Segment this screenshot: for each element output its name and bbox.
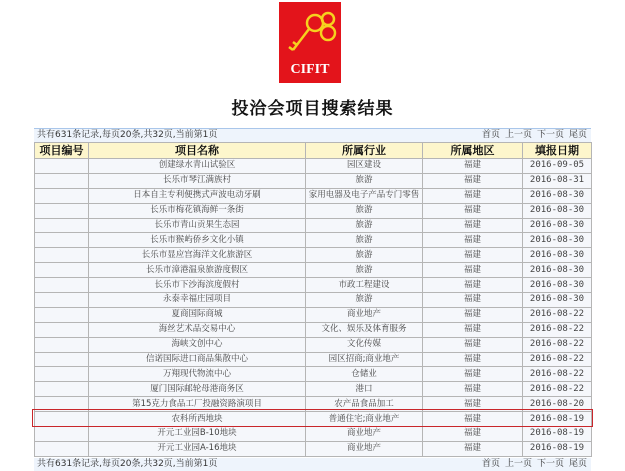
region-cell: 福建 xyxy=(423,397,523,412)
region-cell: 福建 xyxy=(423,173,523,188)
project-id-cell xyxy=(35,278,89,293)
project-id-cell xyxy=(35,352,89,367)
industry-cell: 家用电器及电子产品专门零售 xyxy=(306,188,423,203)
table-row[interactable] xyxy=(35,352,592,367)
industry-cell: 旅游 xyxy=(306,173,423,188)
project-name-cell[interactable]: 长乐市猴屿侨乡文化小镇 xyxy=(89,233,306,248)
industry-cell: 旅游 xyxy=(306,203,423,218)
project-name-cell[interactable]: 长乐市青山贡果生态园 xyxy=(89,218,306,233)
prev-page-link[interactable]: 上一页 xyxy=(504,130,532,140)
region-cell: 福建 xyxy=(423,218,523,233)
project-name-cell[interactable]: 长乐市琴江满族村 xyxy=(89,173,306,188)
header-row xyxy=(35,143,592,159)
table-row[interactable] xyxy=(35,173,592,188)
table-row[interactable] xyxy=(35,188,592,203)
date-cell: 2016-08-30 xyxy=(523,203,592,218)
region-cell: 福建 xyxy=(423,307,523,322)
industry-cell: 商业地产 xyxy=(306,441,423,456)
page-title: 投洽会项目搜索结果 xyxy=(231,99,394,119)
project-name-cell[interactable]: 开元工业园B-10地块 xyxy=(89,427,306,442)
column-header-industry: 所属行业 xyxy=(306,143,423,159)
project-id-cell xyxy=(35,427,89,442)
industry-cell: 仓储业 xyxy=(306,367,423,382)
industry-cell: 市政工程建设 xyxy=(306,278,423,293)
region-cell: 福建 xyxy=(423,427,523,442)
region-cell: 福建 xyxy=(423,412,523,427)
column-header-date: 填报日期 xyxy=(523,143,592,159)
date-cell: 2016-08-22 xyxy=(523,352,592,367)
date-cell: 2016-08-30 xyxy=(523,233,592,248)
date-cell: 2016-08-19 xyxy=(523,412,592,427)
next-page-link[interactable]: 下一页 xyxy=(536,459,564,469)
table-row[interactable] xyxy=(35,263,592,278)
results-table xyxy=(34,142,592,457)
table-row[interactable] xyxy=(35,367,592,382)
pagination-bar-bottom xyxy=(34,458,591,471)
region-cell: 福建 xyxy=(423,263,523,278)
industry-cell: 港口 xyxy=(306,382,423,397)
industry-cell: 园区建设 xyxy=(306,159,423,174)
column-header-region: 所属地区 xyxy=(423,143,523,159)
date-cell: 2016-08-30 xyxy=(523,263,592,278)
project-id-cell xyxy=(35,233,89,248)
table-row[interactable] xyxy=(35,218,592,233)
table-row[interactable] xyxy=(35,248,592,263)
industry-cell: 文化、娱乐及体育服务 xyxy=(306,322,423,337)
date-cell: 2016-09-05 xyxy=(523,159,592,174)
project-id-cell xyxy=(35,307,89,322)
next-page-link[interactable]: 下一页 xyxy=(536,130,564,140)
table-row[interactable] xyxy=(35,382,592,397)
date-cell: 2016-08-19 xyxy=(523,441,592,456)
last-page-link[interactable]: 尾页 xyxy=(568,130,587,140)
project-name-cell[interactable]: 创建绿水青山试验区 xyxy=(89,159,306,174)
project-id-cell xyxy=(35,412,89,427)
region-cell: 福建 xyxy=(423,233,523,248)
project-id-cell xyxy=(35,322,89,337)
region-cell: 福建 xyxy=(423,352,523,367)
region-cell: 福建 xyxy=(423,441,523,456)
first-page-link[interactable]: 首页 xyxy=(481,130,500,140)
date-cell: 2016-08-30 xyxy=(523,188,592,203)
table-row[interactable] xyxy=(35,307,592,322)
project-id-cell xyxy=(35,218,89,233)
project-name-cell[interactable]: 开元工业园A-16地块 xyxy=(89,441,306,456)
project-name-cell[interactable]: 海峡文创中心 xyxy=(89,337,306,352)
column-header-project-name: 项目名称 xyxy=(89,143,306,159)
industry-cell: 旅游 xyxy=(306,218,423,233)
table-row[interactable] xyxy=(35,397,592,412)
region-cell: 福建 xyxy=(423,188,523,203)
industry-cell: 园区招商;商业地产 xyxy=(306,352,423,367)
first-page-link[interactable]: 首页 xyxy=(481,459,500,469)
column-header-project-id: 项目编号 xyxy=(35,143,89,159)
region-cell: 福建 xyxy=(423,322,523,337)
project-id-cell xyxy=(35,203,89,218)
region-cell: 福建 xyxy=(423,248,523,263)
project-name-cell[interactable]: 厦门国际邮轮母港商务区 xyxy=(89,382,306,397)
project-id-cell xyxy=(35,293,89,308)
project-name-cell[interactable]: 夏商国际商城 xyxy=(89,307,306,322)
date-cell: 2016-08-19 xyxy=(523,427,592,442)
industry-cell: 旅游 xyxy=(306,293,423,308)
project-name-cell[interactable]: 长乐市漳港温泉旅游度假区 xyxy=(89,263,306,278)
project-name-cell[interactable]: 长乐市下沙海滨度假村 xyxy=(89,278,306,293)
key-98-icon xyxy=(279,2,341,64)
project-id-cell xyxy=(35,382,89,397)
project-id-cell xyxy=(35,188,89,203)
project-id-cell xyxy=(35,337,89,352)
region-cell: 福建 xyxy=(423,293,523,308)
date-cell: 2016-08-30 xyxy=(523,248,592,263)
pagination-bar-top xyxy=(34,128,591,142)
project-name-cell[interactable]: 长乐市显应宫海洋文化旅游区 xyxy=(89,248,306,263)
prev-page-link[interactable]: 上一页 xyxy=(504,459,532,469)
project-name-cell[interactable]: 第15克力食品工厂投融资路演项目 xyxy=(89,397,306,412)
project-name-cell[interactable]: 信诺国际进口商品集散中心 xyxy=(89,352,306,367)
date-cell: 2016-08-22 xyxy=(523,367,592,382)
region-cell: 福建 xyxy=(423,367,523,382)
table-row[interactable] xyxy=(35,203,592,218)
project-name-cell[interactable]: 日本自主专利便携式声波电动牙刷 xyxy=(89,188,306,203)
project-id-cell xyxy=(35,367,89,382)
date-cell: 2016-08-30 xyxy=(523,278,592,293)
date-cell: 2016-08-22 xyxy=(523,307,592,322)
date-cell: 2016-08-22 xyxy=(523,322,592,337)
project-name-cell[interactable]: 长乐市梅花镇海鲜一条街 xyxy=(89,203,306,218)
industry-cell: 商业地产 xyxy=(306,427,423,442)
table-row[interactable] xyxy=(35,322,592,337)
region-cell: 福建 xyxy=(423,382,523,397)
table-row[interactable] xyxy=(35,337,592,352)
industry-cell: 旅游 xyxy=(306,233,423,248)
date-cell: 2016-08-31 xyxy=(523,173,592,188)
region-cell: 福建 xyxy=(423,278,523,293)
project-id-cell xyxy=(35,248,89,263)
date-cell: 2016-08-22 xyxy=(523,382,592,397)
project-name-cell[interactable]: 海丝艺术品交易中心 xyxy=(89,322,306,337)
project-name-cell[interactable]: 万翔现代物流中心 xyxy=(89,367,306,382)
date-cell: 2016-08-22 xyxy=(523,337,592,352)
industry-cell: 商业地产 xyxy=(306,307,423,322)
date-cell: 2016-08-30 xyxy=(523,293,592,308)
project-id-cell xyxy=(35,173,89,188)
industry-cell: 农产品食品加工 xyxy=(306,397,423,412)
project-id-cell xyxy=(35,397,89,412)
region-cell: 福建 xyxy=(423,159,523,174)
region-cell: 福建 xyxy=(423,337,523,352)
logo-text: CIFIT xyxy=(290,62,330,77)
project-name-cell[interactable]: 农科所西地块 xyxy=(89,412,306,427)
project-id-cell xyxy=(35,441,89,456)
record-summary: 共有631条记录,每页20条,共32页,当前第1页 xyxy=(37,130,218,140)
record-summary: 共有631条记录,每页20条,共32页,当前第1页 xyxy=(37,459,218,469)
industry-cell: 旅游 xyxy=(306,263,423,278)
table-row[interactable] xyxy=(35,278,592,293)
date-cell: 2016-08-20 xyxy=(523,397,592,412)
industry-cell: 文化传媒 xyxy=(306,337,423,352)
table-row[interactable] xyxy=(35,427,592,442)
industry-cell: 普通住宅;商业地产 xyxy=(306,412,423,427)
table-row[interactable] xyxy=(35,441,592,456)
table-row[interactable] xyxy=(35,412,592,427)
date-cell: 2016-08-30 xyxy=(523,218,592,233)
project-id-cell xyxy=(35,263,89,278)
table-row[interactable] xyxy=(35,233,592,248)
project-name-cell[interactable]: 永泰幸福庄园项目 xyxy=(89,293,306,308)
cifit-logo xyxy=(279,2,341,83)
table-row[interactable] xyxy=(35,159,592,174)
table-row[interactable] xyxy=(35,293,592,308)
region-cell: 福建 xyxy=(423,203,523,218)
industry-cell: 旅游 xyxy=(306,248,423,263)
last-page-link[interactable]: 尾页 xyxy=(568,459,587,469)
project-id-cell xyxy=(35,159,89,174)
